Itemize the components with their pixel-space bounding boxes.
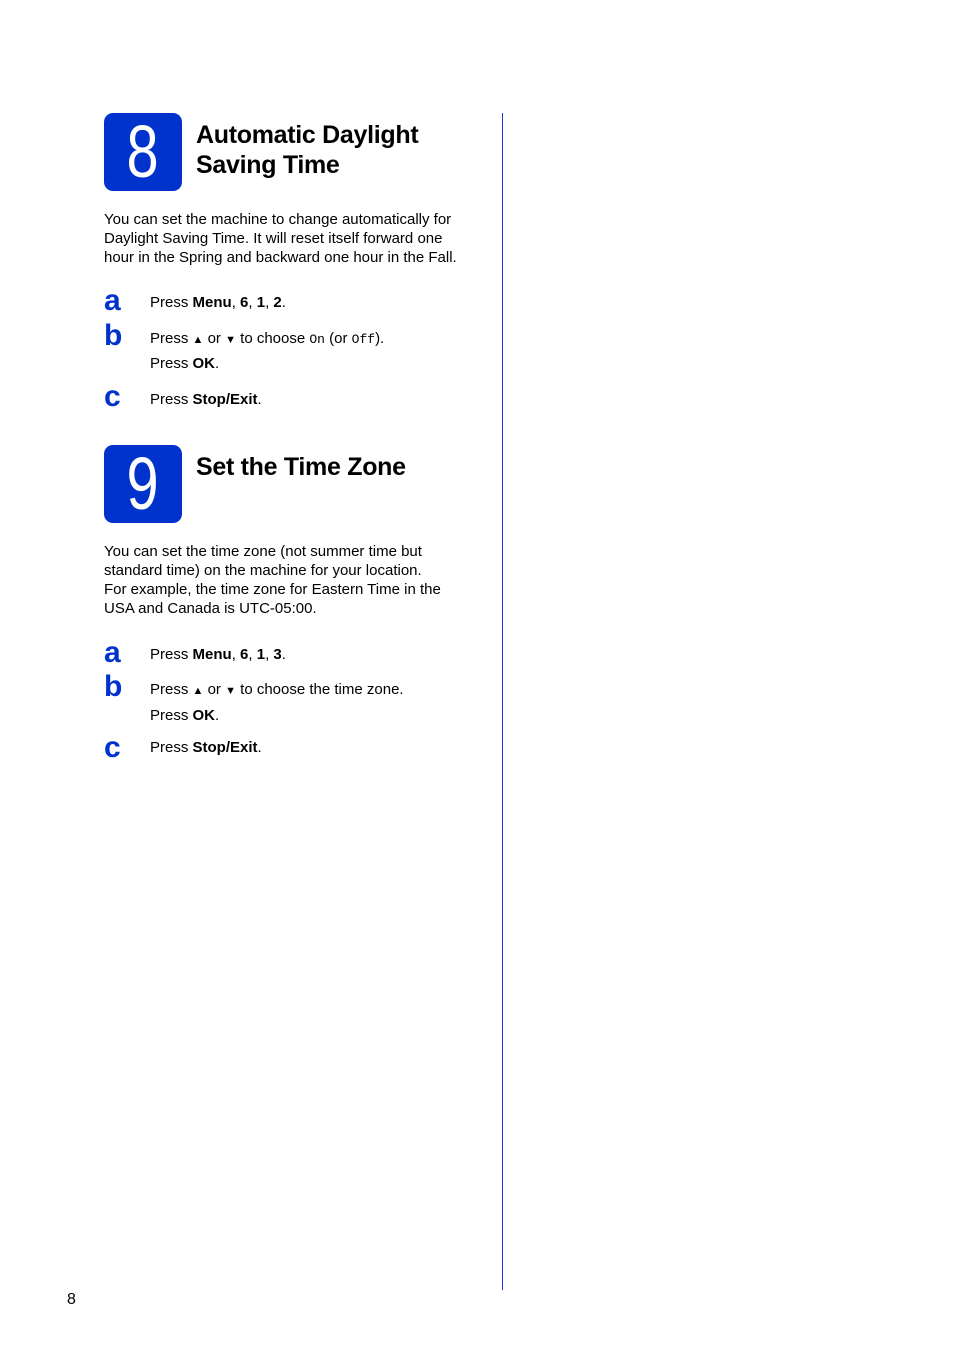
substep-letter: c <box>104 731 121 764</box>
substep-text: Press Menu, 6, 1, 2. <box>150 294 286 311</box>
substep-letter: a <box>104 636 121 669</box>
substep-letter: b <box>104 319 123 352</box>
substep-text: Press Stop/Exit. <box>150 739 262 756</box>
step-intro: You can set the time zone (not summer time but standard time) on the machine for your location. For example, the time zone for Eastern Time in the USA and Canada is UTC-05:00. <box>104 543 441 617</box>
substep-text: Press OK. <box>150 355 220 372</box>
substep-letter: c <box>104 380 121 413</box>
substep-text: Press Stop/Exit. <box>150 391 262 408</box>
substep-text: Press ▲ or ▼ to choose the time zone. <box>150 681 404 698</box>
down-arrow-icon: ▼ <box>225 685 236 697</box>
step-number-badge: 9 <box>104 445 182 523</box>
step-intro: You can set the machine to change automatically for Daylight Saving Time. It will reset itself forward one hour in the Spring and backward one hour in the Fall. <box>104 211 457 266</box>
substep-letter: a <box>104 284 121 317</box>
step-number-badge: 8 <box>104 113 182 191</box>
substep-text: Press ▲ or ▼ to choose On (or Off). <box>150 330 385 347</box>
step-title: Automatic Daylight Saving Time <box>196 121 419 179</box>
substep-letter: b <box>104 670 123 703</box>
page-number: 8 <box>67 1291 76 1308</box>
step-title: Set the Time Zone <box>196 453 406 481</box>
up-arrow-icon: ▲ <box>192 334 204 346</box>
step-8-section <box>104 110 484 423</box>
substep-text: Press OK. <box>150 707 220 724</box>
substep-text: Press Menu, 6, 1, 3. <box>150 646 286 663</box>
up-arrow-icon: ▲ <box>192 685 204 697</box>
step-9-section <box>104 442 484 775</box>
down-arrow-icon: ▼ <box>225 334 236 346</box>
column-divider <box>502 113 503 1290</box>
